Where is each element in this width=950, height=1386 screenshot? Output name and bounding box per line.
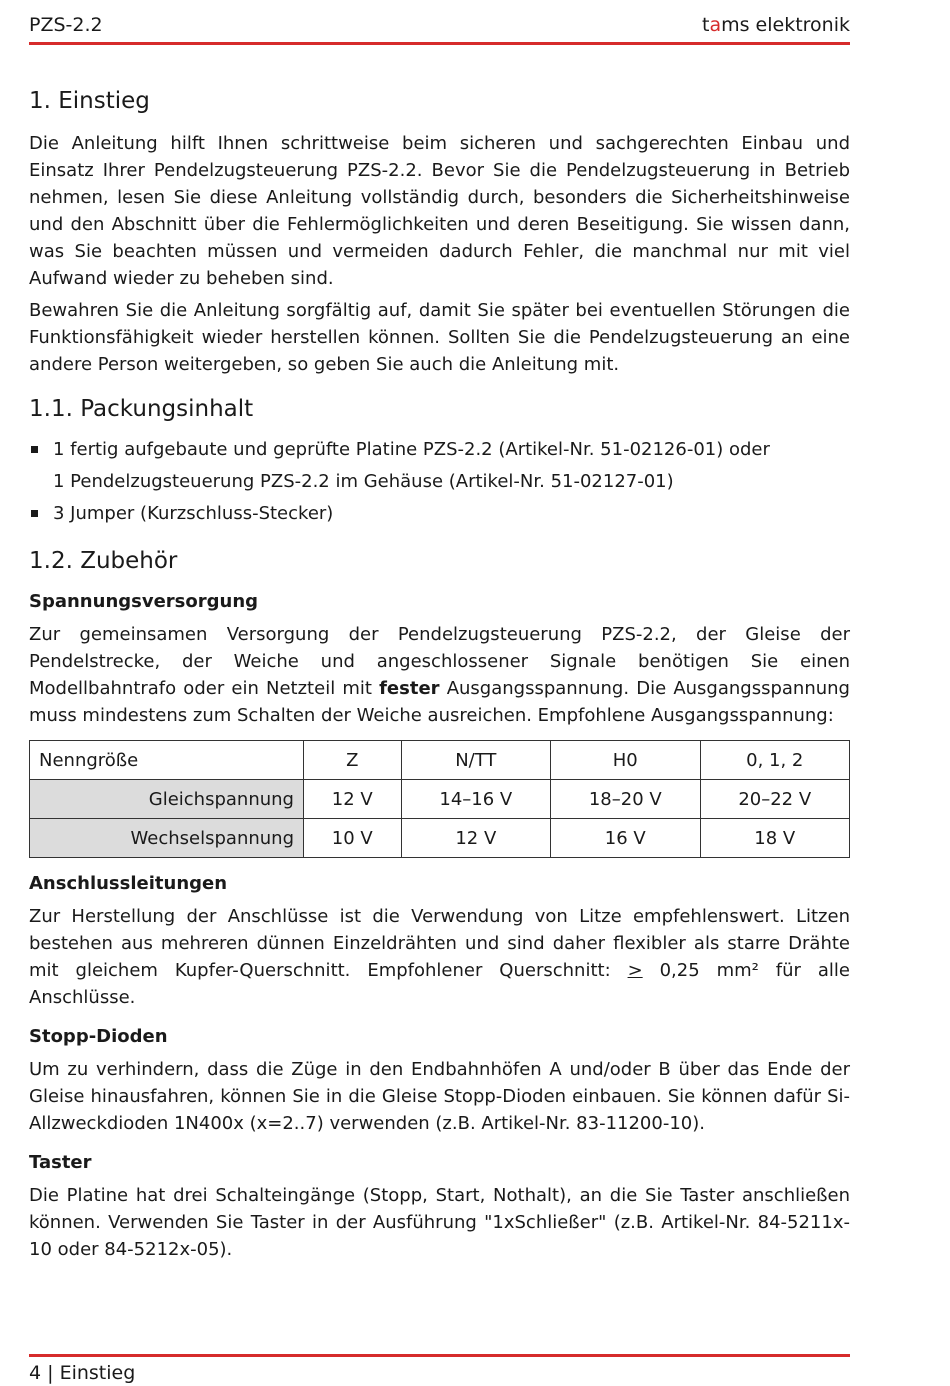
table-cell: 0, 1, 2 — [700, 741, 850, 780]
power-supply-title: Spannungsversorgung — [29, 591, 259, 612]
table-cell: Nenngröße — [30, 741, 304, 780]
bullet-square-icon — [31, 446, 38, 453]
brand-accent-letter: a — [709, 14, 722, 36]
section-1-2-title: 1.2. Zubehör — [29, 548, 178, 574]
bullet-square-icon — [31, 510, 38, 517]
footer-rule — [29, 1354, 850, 1357]
page-content — [29, 86, 850, 1268]
diodes-text: Um zu verhindern, dass die Züge in den Endbahnhöfen A und/oder B über das Ende der Gleise hinausfahren, können Sie in die Gleise Stopp-Dioden einbauen. Sie können dafür Si-Allzweckdioden 1N400x (x=2..7) verwenden (z.B. Artikel-Nr. 83-11200-10). — [29, 1059, 850, 1134]
section-1-paragraph-1: Die Anleitung hilft Ihnen schrittweise beim sicheren und sachgerechten Einbau und Einsatz Ihrer Pendelzugsteuerung PZS-2.2. Bevor Sie die Pendelzugsteuerung in Betrieb nehmen, lesen Sie diese Anleitung vollständig durch, besonders die Sicherheitshinweise und den Abschnitt über die Fehlermöglichkeiten und deren Beseitigung. Sie wissen dann, was Sie beachten müssen und vermeiden dadurch Fehler, die manchmal nur mit viel Aufwand wieder zu beheben sind. — [29, 133, 850, 289]
header-rule — [29, 42, 850, 45]
brand-part-1: t — [701, 14, 710, 36]
list-item-text: 1 Pendelzugsteuerung PZS-2.2 im Gehäuse (Artikel-Nr. 51-02127-01) — [53, 471, 674, 492]
diodes-title: Stopp-Dioden — [29, 1026, 168, 1047]
section-1-paragraph-2: Bewahren Sie die Anleitung sorgfältig auf, damit Sie später bei eventuellen Störungen die Funktionsfähigkeit wieder herstellen können. Sollten Sie die Pendelzugsteuerung an eine andere Person weitergeben, so geben Sie auch die Anleitung mit. — [29, 300, 850, 375]
table-cell: 12 V — [304, 780, 402, 819]
table-cell: Gleichspannung — [30, 780, 304, 819]
list-item-text: 3 Jumper (Kurzschluss-Stecker) — [53, 503, 334, 524]
list-item-text: 1 fertig aufgebaute und geprüfte Platine PZS-2.2 (Artikel-Nr. 51-02126-01) oder — [53, 439, 770, 460]
document-page — [29, 0, 850, 1386]
brand-part-2: ms elektronik — [721, 14, 850, 36]
buttons-text: Die Platine hat drei Schalteingänge (Stopp, Start, Nothalt), an die Sie Taster anschließen können. Verwenden Sie Taster in der Ausführung "1xSchließer" (z.B. Artikel-Nr. 84-5211x-10 oder 84-5212x-05). — [29, 1185, 850, 1260]
list-item — [29, 498, 850, 530]
power-text-part: Ausgangsspannung. Die Ausgangsspannung muss mindestens zum Schalten der Weiche ausreichen. Empfohlene Ausgangsspannung: — [29, 678, 850, 726]
page-header — [29, 14, 850, 38]
table-row — [30, 741, 850, 780]
header-product: PZS-2.2 — [29, 14, 103, 36]
voltage-table — [29, 740, 850, 858]
list-item — [29, 434, 850, 498]
buttons-title: Taster — [29, 1152, 92, 1173]
table-row — [30, 819, 850, 858]
package-contents-list — [29, 434, 850, 530]
wires-text-part: Zur Herstellung der Anschlüsse ist die Verwendung von Litze empfehlenswert. Litzen bestehen aus mehreren dünnen Einzeldrähten und sind daher flexibler als starre Drähte mit gleichem Kupfer-Querschnitt. Empfohlener Querschnitt: — [29, 906, 850, 981]
page-footer: 4 | Einstieg — [29, 1362, 136, 1384]
header-brand — [702, 14, 850, 36]
table-cell: 12 V — [401, 819, 550, 858]
power-text-bold: fester — [379, 678, 440, 699]
table-cell: H0 — [551, 741, 700, 780]
table-cell: 18–20 V — [551, 780, 700, 819]
table-cell: N/TT — [401, 741, 550, 780]
wires-text — [29, 903, 850, 1011]
table-cell: 14–16 V — [401, 780, 550, 819]
table-cell: Wechselspannung — [30, 819, 304, 858]
power-text-part: Zur gemeinsamen Versorgung der Pendelzugsteuerung PZS-2.2, der Gleise der Pendelstrecke, der Weiche und angeschlossener Signale benötigen Sie einen Modellbahntrafo oder ein Netzteil mit — [29, 624, 850, 699]
table-row — [30, 780, 850, 819]
table-cell: 16 V — [551, 819, 700, 858]
table-cell: 20–22 V — [700, 780, 850, 819]
table-cell: Z — [304, 741, 402, 780]
section-1-1-title: 1.1. Packungsinhalt — [29, 396, 254, 422]
table-cell: 18 V — [700, 819, 850, 858]
power-supply-text — [29, 621, 850, 729]
wires-text-part: 0,25 mm² für alle Anschlüsse. — [29, 960, 850, 1008]
greater-equal-symbol: > — [627, 960, 643, 981]
table-cell: 10 V — [304, 819, 402, 858]
section-1-title: 1. Einstieg — [29, 88, 150, 114]
wires-title: Anschlussleitungen — [29, 873, 228, 894]
